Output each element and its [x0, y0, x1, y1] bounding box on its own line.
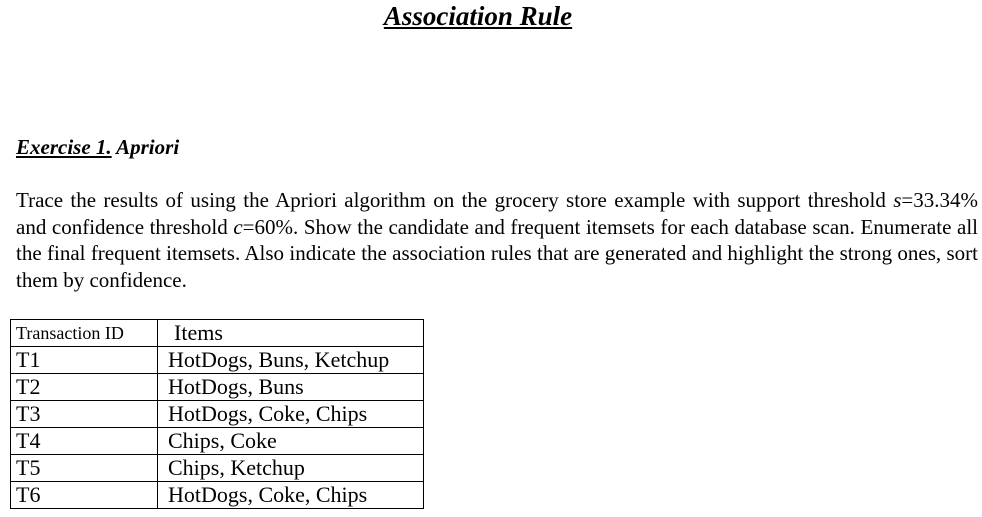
transaction-id-cell: T1	[11, 347, 158, 374]
support-variable: s	[893, 188, 902, 212]
exercise-heading	[16, 134, 179, 160]
items-cell: HotDogs, Coke, Chips	[158, 482, 424, 509]
page-title: Association Rule	[383, 1, 573, 31]
items-cell: Chips, Coke	[158, 428, 424, 455]
table-row	[11, 347, 424, 374]
transactions-table	[10, 319, 424, 509]
transaction-id-cell: T3	[11, 401, 158, 428]
table-row	[11, 401, 424, 428]
items-cell: HotDogs, Coke, Chips	[158, 401, 424, 428]
transaction-id-cell: T2	[11, 374, 158, 401]
table-row	[11, 428, 424, 455]
items-cell: Chips, Ketchup	[158, 455, 424, 482]
table-row	[11, 455, 424, 482]
items-cell: HotDogs, Buns	[158, 374, 424, 401]
exercise-name: Apriori	[111, 135, 180, 159]
transaction-id-cell: T5	[11, 455, 158, 482]
table-header-row	[11, 320, 424, 347]
table-row	[11, 482, 424, 509]
instructions-text-2: =33.34% and confidence threshold	[16, 188, 978, 239]
instructions-text-1: Trace the results of using the Apriori algorithm on the grocery store example with support threshold	[16, 188, 894, 212]
transaction-id-cell: T6	[11, 482, 158, 509]
header-transaction-id: Transaction ID	[11, 320, 158, 347]
instructions-text-3: =60%. Show the candidate and frequent itemsets for each database scan. Enumerate all the final frequent itemsets. Also indicate the association rules that are generated and highlight the strong ones, sort them by confidence.	[16, 214, 978, 292]
items-cell: HotDogs, Buns, Ketchup	[158, 347, 424, 374]
exercise-label: Exercise 1.	[16, 135, 112, 159]
confidence-variable: c	[233, 214, 243, 239]
exercise-instructions	[16, 187, 978, 293]
transaction-id-cell: T4	[11, 428, 158, 455]
table-row	[11, 374, 424, 401]
header-items: Items	[158, 320, 424, 347]
